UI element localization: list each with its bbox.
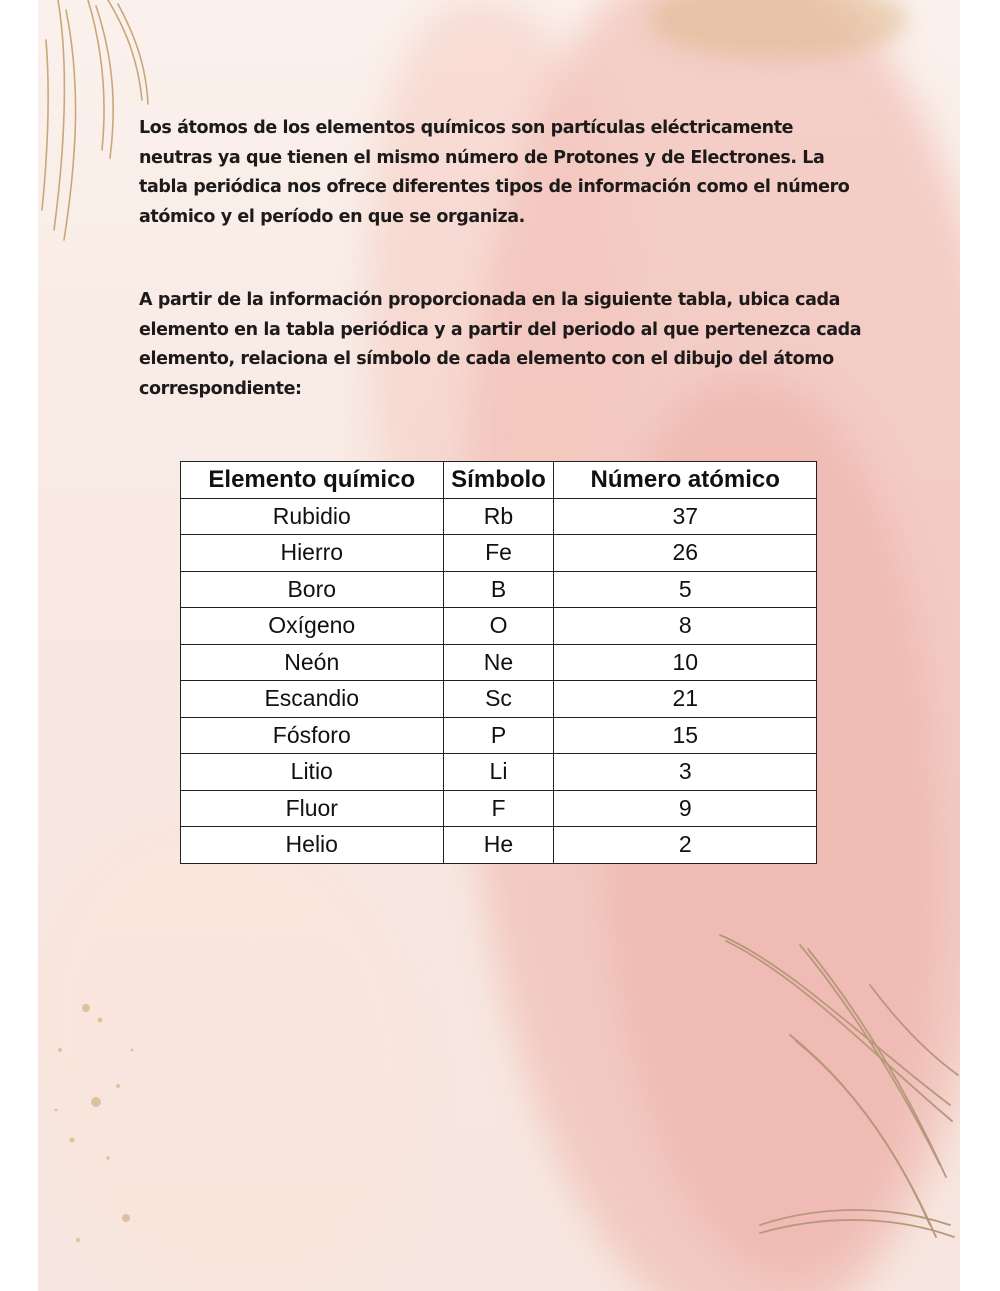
- element-name: Helio: [181, 827, 444, 864]
- table-row: [181, 681, 817, 718]
- table-row: [181, 608, 817, 645]
- element-symbol: F: [443, 790, 554, 827]
- element-symbol: Ne: [443, 644, 554, 681]
- table-header-row: [181, 462, 817, 499]
- element-symbol: Fe: [443, 535, 554, 572]
- header-symbol: Símbolo: [443, 462, 554, 499]
- element-name: Hierro: [181, 535, 444, 572]
- paint-splatter-icon: [38, 990, 158, 1290]
- atomic-number: 15: [554, 717, 817, 754]
- element-symbol: B: [443, 571, 554, 608]
- instructions-paragraph: A partir de la información proporcionada en la siguiente tabla, ubica cada elemento en la tabla periódica y a partir del periodo al que pertenezca cada elemento, relaciona el símbolo de cada elemento con el dibujo del átomo correspondiente:: [139, 290, 862, 399]
- table-row: [181, 717, 817, 754]
- table-row: [181, 498, 817, 535]
- element-symbol: He: [443, 827, 554, 864]
- header-element: Elemento químico: [181, 462, 444, 499]
- table-row: [181, 535, 817, 572]
- elements-table: [180, 461, 817, 864]
- element-name: Oxígeno: [181, 608, 444, 645]
- atomic-number: 26: [554, 535, 817, 572]
- element-name: Fluor: [181, 790, 444, 827]
- leaf-outline-icon: [700, 925, 960, 1291]
- atomic-number: 8: [554, 608, 817, 645]
- element-name: Fósforo: [181, 717, 444, 754]
- table-row: [181, 790, 817, 827]
- header-atomic-number: Número atómico: [554, 462, 817, 499]
- element-symbol: Sc: [443, 681, 554, 718]
- element-name: Neón: [181, 644, 444, 681]
- atomic-number: 10: [554, 644, 817, 681]
- atomic-number: 37: [554, 498, 817, 535]
- table-row: [181, 827, 817, 864]
- atomic-number: 2: [554, 827, 817, 864]
- element-name: Rubidio: [181, 498, 444, 535]
- atomic-number: 9: [554, 790, 817, 827]
- element-name: Boro: [181, 571, 444, 608]
- table-row: [181, 571, 817, 608]
- element-symbol: Rb: [443, 498, 554, 535]
- element-symbol: Li: [443, 754, 554, 791]
- table-row: [181, 754, 817, 791]
- atomic-number: 5: [554, 571, 817, 608]
- worksheet-page: [38, 0, 960, 1291]
- intro-paragraph: Los átomos de los elementos químicos son partículas eléctricamente neutras ya que tienen el mismo número de Protones y de Electrones. La tabla periódica nos ofrece diferentes tipos de información como el número atómico y el período en que se organiza.: [139, 118, 850, 227]
- atomic-number: 21: [554, 681, 817, 718]
- element-symbol: P: [443, 717, 554, 754]
- element-symbol: O: [443, 608, 554, 645]
- table-row: [181, 644, 817, 681]
- element-name: Escandio: [181, 681, 444, 718]
- element-name: Litio: [181, 754, 444, 791]
- atomic-number: 3: [554, 754, 817, 791]
